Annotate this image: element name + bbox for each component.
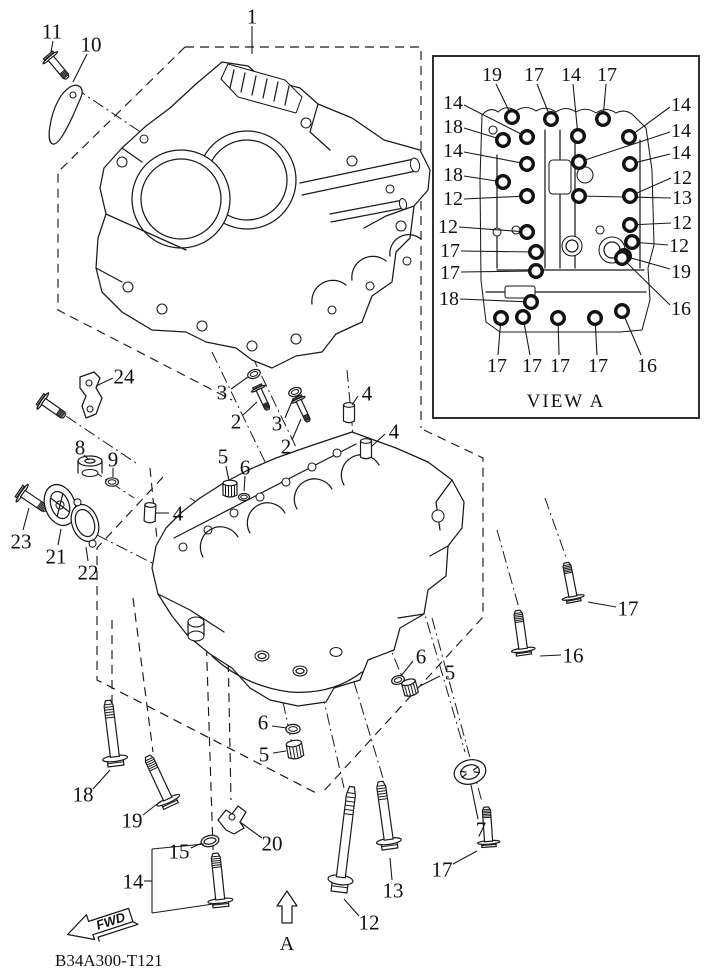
view-a-bolt-hole-14 (572, 130, 585, 143)
callout-leader-13 (390, 858, 392, 880)
fwd-arrow-label: FWD (94, 909, 128, 933)
callout-leader-18 (93, 770, 110, 789)
callout-label-5: 5 (217, 444, 229, 469)
callout-leader-3 (231, 377, 248, 389)
oil-jet-2a (250, 383, 275, 413)
view-a-bolt-hole-17 (530, 265, 543, 278)
o-ring-9 (106, 478, 119, 486)
view-a-bolt-hole-13 (573, 190, 586, 203)
view-a-label-14: 14 (561, 64, 581, 86)
callout-label-20: 20 (261, 831, 283, 856)
plug-5c (286, 739, 304, 760)
view-a-bolt-hole-12 (626, 236, 639, 249)
callout-label-6: 6 (239, 455, 251, 480)
view-a-label-14: 14 (671, 120, 691, 142)
callout-label-11: 11 (41, 19, 63, 44)
callout-label-6: 6 (415, 644, 427, 669)
callout-label-13: 13 (382, 878, 404, 903)
gasket-plate-10 (49, 85, 82, 144)
drawing-code: B34A300-T121 (55, 951, 163, 970)
callout-label-5: 5 (444, 660, 456, 685)
upper-crankcase-drawing (96, 62, 430, 368)
view-a-label-14: 14 (671, 94, 691, 116)
callout-leader-14 (152, 903, 220, 913)
screw-24 (34, 391, 70, 425)
callout-leader-17 (453, 851, 477, 864)
view-a-label-16: 16 (637, 355, 657, 377)
callout-label-24: 24 (113, 364, 135, 389)
view-a-bolt-hole-18 (525, 296, 538, 309)
view-a-bolt-hole-18 (497, 176, 510, 189)
view-a-bolt-hole-14 (521, 131, 534, 144)
view-a-label-18: 18 (443, 116, 463, 138)
callout-leader-20 (240, 822, 262, 838)
view-a-label-12: 12 (672, 167, 692, 189)
o-ring-6c (286, 724, 300, 733)
plug-5a (223, 480, 237, 497)
callout-leader-2 (243, 402, 257, 415)
view-a-label-16: 16 (671, 298, 691, 320)
view-a-label-17: 17 (522, 355, 542, 377)
view-a-bolt-hole-16 (616, 305, 629, 318)
callout-label-15: 15 (168, 839, 190, 864)
callout-label-14: 14 (122, 869, 144, 894)
bolt-11 (41, 49, 75, 84)
view-a-bolt-hole-17 (552, 312, 565, 325)
oil-jet-2b (290, 394, 315, 425)
callout-label-21: 21 (45, 544, 67, 569)
callout-label-8: 8 (74, 435, 86, 460)
callout-leader-12 (344, 899, 359, 916)
view-direction-arrow (277, 891, 297, 955)
bolt-18 (96, 699, 129, 768)
bolt-14 (203, 852, 234, 908)
callout-leader-5 (273, 751, 286, 753)
view-a-bolt-hole-17 (517, 311, 530, 324)
callout-leader-5 (420, 676, 440, 686)
cap-7 (451, 756, 488, 787)
dowel-4c (144, 502, 156, 523)
callout-label-16: 16 (562, 643, 584, 668)
view-a-bolt-hole-12 (521, 190, 534, 203)
view-a-bolt-hole-14 (624, 158, 637, 171)
view-a-bolt-hole-14 (573, 156, 586, 169)
callout-label-5: 5 (258, 742, 270, 767)
view-a-bolt-hole-12 (521, 226, 534, 239)
view-a-label-12: 12 (438, 216, 458, 238)
clamp-20 (218, 806, 246, 834)
view-a-bolt-hole-17 (589, 312, 602, 325)
callout-leader-3 (285, 399, 293, 418)
bolt-13 (368, 780, 402, 851)
view-a-label-14: 14 (443, 140, 463, 162)
callout-label-22: 22 (77, 560, 99, 585)
fwd-arrow (64, 901, 140, 950)
o-ring-6a (238, 493, 249, 500)
view-a-bolt-hole-17 (495, 312, 508, 325)
dowel-4b (361, 439, 372, 459)
view-a-label-14: 14 (443, 92, 463, 114)
callout-leader-21 (58, 529, 61, 545)
dowel-4a (344, 403, 355, 423)
view-a-label-17: 17 (550, 355, 570, 377)
callout-leader-10 (73, 54, 87, 82)
view-a-label-14: 14 (671, 142, 691, 164)
callout-label-10: 10 (80, 32, 102, 57)
view-a-bolt-hole-17 (545, 113, 558, 126)
callout-label-9: 9 (107, 447, 119, 472)
view-a-label-13: 13 (672, 187, 692, 209)
bracket-24 (80, 372, 102, 418)
callout-label-3: 3 (271, 411, 283, 436)
view-a-label-12: 12 (443, 188, 463, 210)
o-ring-3a (246, 368, 261, 380)
view-a-label-17: 17 (440, 240, 460, 262)
view-a-label-19: 19 (671, 261, 691, 283)
callout-label-4: 4 (388, 419, 400, 444)
callout-label-4: 4 (172, 501, 184, 526)
callout-label-23: 23 (10, 529, 32, 554)
callout-leader-17 (588, 602, 616, 607)
plug-5b (401, 678, 419, 698)
bolt-16 (506, 609, 536, 657)
callout-leader-6 (272, 726, 287, 728)
view-a-bolt-hole-14 (521, 158, 534, 171)
callout-label-12: 12 (358, 910, 380, 935)
o-ring-15 (200, 834, 220, 849)
view-a-label-12: 12 (669, 235, 689, 257)
bolt-12 (327, 785, 365, 893)
callout-label-6: 6 (257, 710, 269, 735)
view-a-bolt-hole-17 (597, 113, 610, 126)
callout-leader-22 (86, 547, 88, 561)
view-a-bolt-hole-19 (506, 111, 519, 124)
callout-label-17: 17 (431, 857, 453, 882)
callout-label-4: 4 (361, 381, 373, 406)
view-a-bolt-hole-12 (624, 190, 637, 203)
bolt-17-upper (555, 561, 585, 605)
callout-leader-2 (292, 419, 301, 440)
view-a-bolt-hole-16 (616, 252, 629, 265)
view-a-bolt-hole-18 (497, 134, 510, 147)
view-a-label-17: 17 (487, 355, 507, 377)
view-a-label-18: 18 (439, 288, 459, 310)
callout-leader-23 (23, 508, 29, 530)
view-a-label-12: 12 (672, 212, 692, 234)
view-a-label-19: 19 (482, 64, 502, 86)
view-a-bolt-hole-14 (623, 131, 636, 144)
view-a-bolt-hole-12 (624, 219, 637, 232)
callout-label-2: 2 (230, 409, 242, 434)
view-a-label-18: 18 (443, 164, 463, 186)
view-a-label-17: 17 (588, 355, 608, 377)
callout-leader-19 (143, 801, 161, 815)
callout-leader-4 (352, 396, 358, 405)
callout-label-2: 2 (280, 434, 292, 459)
callout-label-19: 19 (121, 808, 143, 833)
view-a-caption: VIEW A (526, 391, 606, 412)
view-a-label-17: 17 (524, 64, 544, 86)
callout-leader-6 (401, 661, 413, 676)
callout-label-17: 17 (617, 596, 639, 621)
callout-label-18: 18 (72, 782, 94, 807)
view-a-label-17: 17 (440, 262, 460, 284)
view-a-bolt-hole-17 (530, 246, 543, 259)
view-a-label-17: 17 (597, 64, 617, 86)
callout-label-1: 1 (246, 4, 258, 29)
callout-label-3: 3 (216, 380, 228, 405)
callout-leader-16 (540, 655, 561, 656)
callout-leader-7 (471, 785, 478, 819)
callout-label-7: 7 (475, 817, 487, 842)
view-direction-label: A (279, 933, 295, 955)
